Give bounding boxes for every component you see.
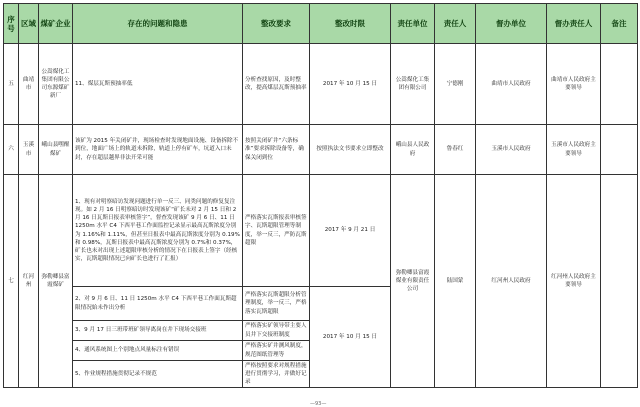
header-cell: 整改时限	[310, 4, 391, 44]
requirement-cell: 严格落实矿领导带主要人员井下交接班制度	[243, 321, 310, 341]
row-number: 六	[4, 125, 19, 175]
header-cell: 整改要求	[243, 4, 310, 44]
note-cell	[601, 125, 638, 175]
row-number: 五	[4, 44, 19, 125]
supervising-person-cell: 曲靖市人民政府主要领导	[547, 44, 601, 125]
requirement-cell: 严格落实矿井测风制度，规范图纸管理等	[243, 341, 310, 361]
table-row	[4, 44, 638, 125]
supervising-unit-cell: 玉溪市人民政府	[476, 125, 547, 175]
note-cell	[601, 44, 638, 125]
header-cell: 督办责任人	[547, 4, 601, 44]
region-cell: 红河州	[19, 175, 39, 388]
issue-cell: 11、煤层瓦斯预抽率低	[73, 44, 243, 125]
rectification-table	[3, 3, 638, 388]
issue-cell: 2、对 9 月 6 日、11 日 1250m 水平 C4 下西平巷工作面瓦斯超限情况始未作出分析	[73, 287, 243, 321]
region-cell: 玉溪市	[19, 125, 39, 175]
page-number: —93—	[310, 401, 327, 407]
issue-cell: 5、作业规程措施贯彻记录不规范	[73, 361, 243, 388]
requirement-cell: 严格落实瓦斯超限分析管理制度，举一反三，严格落实瓦斯超限	[243, 287, 310, 321]
requirement-cell: 按照关闭矿井“六条标准”要求拆除设备等，确保关闭到位	[243, 125, 310, 175]
responsible-unit-cell: 峨山县人民政府	[391, 125, 435, 175]
deadline-cell: 2017 年 10 月 15 日	[310, 287, 391, 388]
header-cell: 责任单位	[391, 4, 435, 44]
deadline-cell: 2017 年 10 月 15 日	[310, 44, 391, 125]
supervising-unit-cell: 红河州人民政府	[476, 175, 547, 388]
company-cell: 峨山县嘿醒煤矿	[39, 125, 73, 175]
company-cell: 弥勒卿县富霞煤矿	[39, 175, 73, 388]
company-cell: 公嵩煤化工集团有限公司东源煤矿新厂	[39, 44, 73, 125]
requirement-cell: 严格落实瓦斯报表审核签字、瓦斯超限管理等制度，举一反三，严防瓦斯超限	[243, 175, 310, 287]
supervising-unit-cell: 曲靖市人民政府	[476, 44, 547, 125]
region-cell: 曲靖市	[19, 44, 39, 125]
header-cell: 序号	[4, 4, 19, 44]
supervising-person-cell: 玉溪市人民政府主要领导	[547, 125, 601, 175]
row-number: 七	[4, 175, 19, 388]
header-cell: 备注	[601, 4, 638, 44]
header-cell: 存在的问题和隐患	[73, 4, 243, 44]
issue-cell: 1、现有对明察暗访发现问题进行单一反三、同类问题的修复复注现。如 2 月 16 日明察暗访时发现该矿“矿长未对 2 月 15 日和 2 月 16 日瓦斯日报表审核签字”，督查发现该矿 9 月 6 日、11 日 1250m 水平 C4 下西平巷工作面监控记录显示最高瓦斯浓度分别为 1.16%和 1.11%，但甚至日报表中最高瓦斯浓度分别为 0.19%和 0.98%，瓦斯日报表中最高瓦斯浓度分别为 0.7%和 0.37%，矿长也未对出现上述超限审核分析的情况下在日报表上签字（经核实，瓦斯超限情况已向矿长也进行了汇报）	[73, 175, 243, 287]
responsible-person-cell: 宁德刚	[435, 44, 476, 125]
supervising-person-cell: 红河州人民政府主要领导	[547, 175, 601, 388]
issue-cell: 4、通风系统图上个别地点风量标注有错误	[73, 341, 243, 361]
header-cell: 督办单位	[476, 4, 547, 44]
header-cell: 区域	[19, 4, 39, 44]
table-row	[4, 175, 638, 287]
header-cell: 煤矿企业	[39, 4, 73, 44]
note-cell	[601, 175, 638, 388]
requirement-cell: 严格按照要求对规程措施进行贯彻学习，并做好记录	[243, 361, 310, 388]
deadline-cell: 2017 年 9 月 21 日	[310, 175, 391, 287]
responsible-person-cell: 鲁春红	[435, 125, 476, 175]
issue-cell: 该矿为 2015 年关闭矿井，现场检查时发现地面设施、设备拆除不到位，地面广场上的轨道未拆除，轨道上停有矿车，坑道入口未封，存在超层越界非法开采可能	[73, 125, 243, 175]
table-row	[4, 125, 638, 175]
deadline-cell: 按照执法文书要求立即整改	[310, 125, 391, 175]
table-header-row	[4, 4, 638, 44]
responsible-person-cell: 陆国蒙	[435, 175, 476, 388]
header-cell: 责任人	[435, 4, 476, 44]
requirement-cell: 分析查找原因，及时整改，提高煤层瓦斯预抽率	[243, 44, 310, 125]
responsible-unit-cell: 公嵩煤化工集团有限公司	[391, 44, 435, 125]
issue-cell: 3、9 月 17 日三班带班矿领导离岗在井下现场交接班	[73, 321, 243, 341]
responsible-unit-cell: 弥勒卿县富霞煤业有限责任公司	[391, 175, 435, 388]
